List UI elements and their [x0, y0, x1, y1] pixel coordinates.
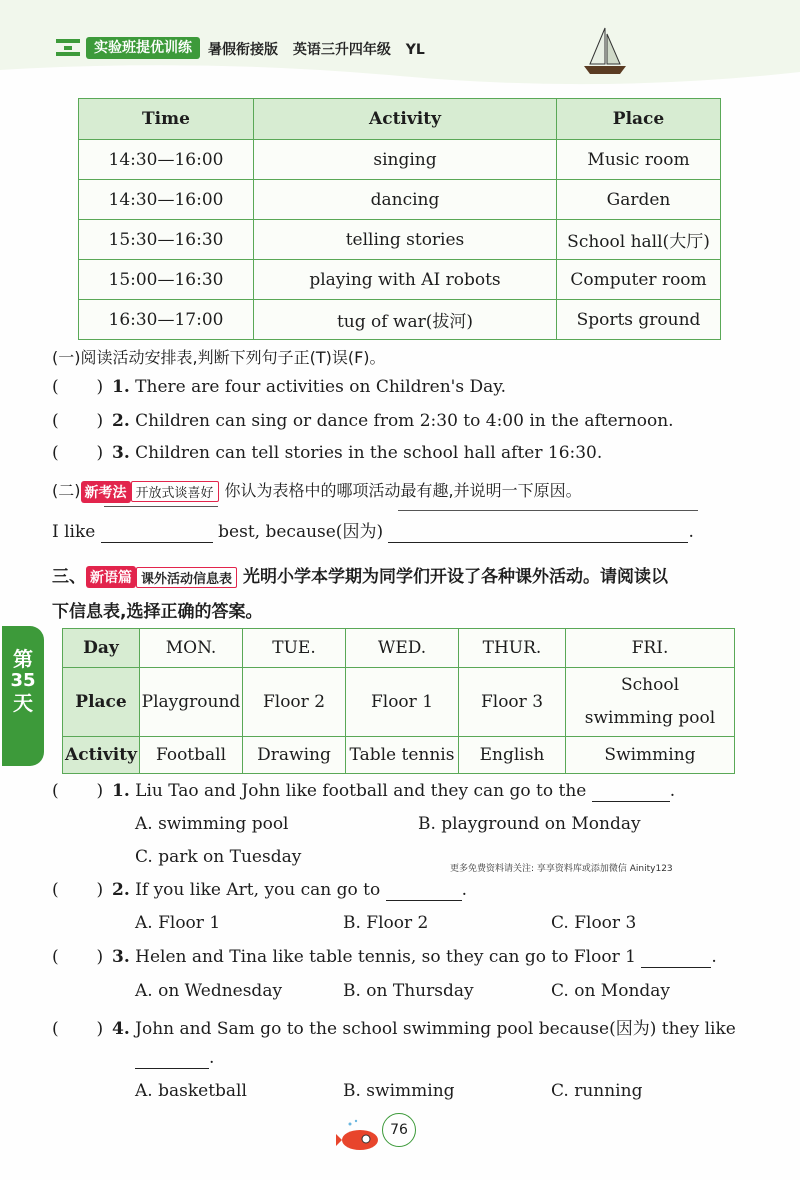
question-type-tag: 开放式谈喜好 [131, 481, 219, 502]
mc-question-4-continued [135, 1048, 214, 1069]
table-cell: Playground [140, 668, 243, 737]
option-c[interactable]: C. running [551, 1081, 643, 1101]
mc-question-4 [52, 1014, 736, 1039]
tf-question-2 [52, 411, 674, 431]
side-tab-text: 第 [13, 647, 33, 671]
question-text: Children can sing or dance from 2:30 to 4:00 in the afternoon. [135, 411, 674, 431]
table-row [79, 300, 721, 340]
sentence-end: . [209, 1048, 215, 1068]
question-number: 2. [112, 411, 130, 431]
answer-middle: best, because(因为) [218, 522, 384, 542]
table-row [63, 668, 735, 737]
table-cell: dancing [254, 180, 557, 220]
option-c[interactable]: C. Floor 3 [551, 913, 637, 933]
question-number: 2. [112, 880, 130, 900]
table-row [79, 220, 721, 260]
option-a[interactable]: A. on Wednesday [135, 981, 283, 1001]
answer-parentheses[interactable]: ( ) [52, 411, 104, 431]
answer-parentheses[interactable]: ( ) [52, 1019, 104, 1039]
table-row [79, 180, 721, 220]
table-cell: TUE. [243, 629, 346, 668]
option-b[interactable]: B. Floor 2 [343, 913, 429, 933]
tf-question-3 [52, 443, 602, 463]
part3-title-line [52, 562, 668, 588]
table-cell: School hall(大厅) [557, 220, 721, 260]
question-number: 1. [112, 377, 130, 397]
option-b[interactable]: B. playground on Monday [418, 814, 641, 834]
column-header: Time [79, 99, 254, 140]
mc-question-2 [52, 880, 467, 901]
new-text-tag: 新语篇 [86, 566, 136, 588]
answer-parentheses[interactable]: ( ) [52, 377, 104, 397]
cell-line: School [620, 675, 680, 695]
table-cell: Floor 2 [243, 668, 346, 737]
question-number: 4. [112, 1019, 130, 1039]
option-b[interactable]: B. swimming [343, 1081, 455, 1101]
table-cell: 15:30—16:30 [79, 220, 254, 260]
answer-prefix: I like [52, 522, 96, 542]
tf-question-1 [52, 377, 506, 397]
option-a[interactable]: A. Floor 1 [135, 913, 221, 933]
table-cell: Computer room [557, 260, 721, 300]
table-cell: 14:30—16:00 [79, 140, 254, 180]
mc-question-3 [52, 947, 717, 968]
row-label: Place [63, 668, 140, 737]
table-cell: Garden [557, 180, 721, 220]
header-wave-decoration [0, 62, 800, 102]
series-logo-icon [54, 36, 84, 58]
side-tab-text: 天 [13, 691, 33, 715]
sentence-end: . [711, 947, 717, 967]
answer-parentheses[interactable]: ( ) [52, 781, 104, 801]
series-title: 实验班提优训练 [86, 37, 200, 59]
answer-parentheses[interactable]: ( ) [52, 880, 104, 900]
sentence-end: . [461, 880, 468, 900]
reason-blank[interactable] [388, 522, 688, 543]
table-header-row [79, 99, 721, 140]
table-cell: WED. [346, 629, 459, 668]
answer-guide-line [104, 506, 218, 507]
question-text: There are four activities on Children's Day. [135, 377, 507, 397]
sentence-end: . [669, 781, 676, 801]
edition-label: 暑假衔接版 [208, 42, 278, 58]
table-cell: playing with AI robots [254, 260, 557, 300]
sentence-end: . [688, 522, 694, 542]
table-row [79, 140, 721, 180]
new-question-tag: 新考法 [81, 481, 131, 503]
after-school-activity-table [62, 628, 735, 774]
answer-blank[interactable] [101, 522, 213, 543]
table-cell: Floor 1 [346, 668, 459, 737]
answer-blank[interactable] [641, 947, 711, 968]
part2-title: 你认为表格中的哪项活动最有趣,并说明一下原因。 [224, 481, 582, 500]
answer-blank[interactable] [135, 1048, 209, 1069]
table-cell: Sports ground [557, 300, 721, 340]
version-label: YL [405, 42, 425, 58]
part2-answer-line [52, 517, 694, 543]
table-cell: 15:00—16:30 [79, 260, 254, 300]
column-header: Place [557, 99, 721, 140]
sailboat-icon [580, 24, 630, 80]
part1-title: (一)阅读活动安排表,判断下列句子正(T)误(F)。 [52, 348, 386, 367]
table-cell: Football [140, 737, 243, 774]
table-row [79, 260, 721, 300]
answer-parentheses[interactable]: ( ) [52, 443, 104, 463]
page-number: 76 [382, 1113, 416, 1147]
question-text: John and Sam go to the school swimming pool because(因为) they like [135, 1019, 736, 1039]
table-cell: FRI. [566, 629, 735, 668]
table-cell: Swimming [566, 737, 735, 774]
column-header: Activity [254, 99, 557, 140]
question-text: Helen and Tina like table tennis, so they can go to Floor 1 [135, 947, 636, 967]
table-cell: MON. [140, 629, 243, 668]
option-c[interactable]: C. on Monday [551, 981, 671, 1001]
table-cell: Table tennis [346, 737, 459, 774]
submarine-fish-icon [336, 1118, 386, 1154]
table-cell: THUR. [459, 629, 566, 668]
answer-parentheses[interactable]: ( ) [52, 947, 104, 967]
part2-title-line [52, 478, 582, 503]
part3-title-continued: 下信息表,选择正确的答案。 [52, 602, 263, 622]
text-type-tag: 课外活动信息表 [136, 567, 237, 588]
table-cell: Drawing [243, 737, 346, 774]
subject-label: 英语三升四年级 [292, 42, 391, 58]
activity-schedule-table [78, 98, 721, 340]
question-number: 1. [112, 781, 130, 801]
question-text: Liu Tao and John like football and they can go to the [135, 781, 587, 801]
option-c[interactable]: C. park on Tuesday [135, 847, 302, 867]
table-row [63, 737, 735, 774]
option-a[interactable]: A. basketball [135, 1081, 247, 1101]
part3-prefix: 三、 [52, 567, 86, 587]
answer-blank[interactable] [592, 781, 670, 802]
question-number: 3. [112, 947, 130, 967]
table-row [63, 629, 735, 668]
table-cell: 16:30—17:00 [79, 300, 254, 340]
table-cell: Floor 3 [459, 668, 566, 737]
table-cell: telling stories [254, 220, 557, 260]
question-text: If you like Art, you can go to [135, 880, 381, 900]
row-label: Day [63, 629, 140, 668]
question-number: 3. [112, 443, 130, 463]
reason-guide-line [398, 510, 698, 511]
edition-info [208, 39, 435, 59]
side-tab-number: 35 [10, 670, 36, 691]
footer-note: 更多免费资料请关注: 享享资料库或添加微信 Ainity123 [450, 864, 673, 874]
answer-blank[interactable] [386, 880, 462, 901]
row-label: Activity [63, 737, 140, 774]
cell-line: swimming pool [584, 708, 716, 728]
part3-title: 光明小学本学期为同学们开设了各种课外活动。请阅读以 [243, 567, 669, 587]
table-cell: singing [254, 140, 557, 180]
table-cell: Music room [557, 140, 721, 180]
day-side-tab [2, 626, 44, 766]
question-text: Children can tell stories in the school hall after 16:30. [135, 443, 603, 463]
table-cell: 14:30—16:00 [79, 180, 254, 220]
option-a[interactable]: A. swimming pool [135, 814, 289, 834]
table-cell [566, 668, 735, 737]
option-b[interactable]: B. on Thursday [343, 981, 474, 1001]
mc-question-1 [52, 781, 675, 802]
table-cell: English [459, 737, 566, 774]
table-cell: tug of war(拔河) [254, 300, 557, 340]
part2-prefix: (二) [52, 481, 81, 500]
